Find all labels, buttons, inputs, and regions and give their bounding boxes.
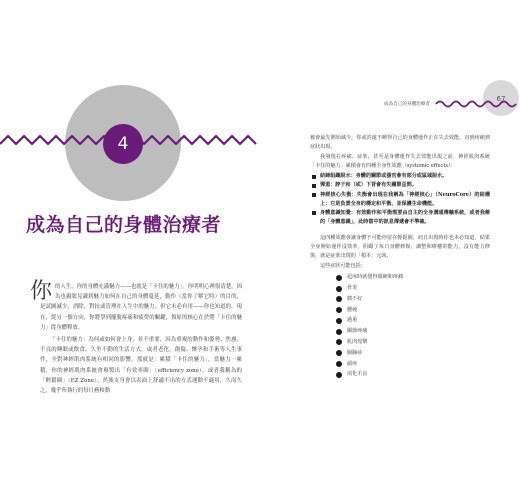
list-item: 神經核心失衡：失衡會出現在我稱為「神經核心」（NeuroCore）的結構上：它是負責全身的穩定和平衡，並保護生命機能。 — [310, 191, 490, 209]
list-item: 腸躁症 — [336, 348, 490, 359]
square-bullet-icon — [312, 175, 316, 179]
header-decoration — [260, 0, 520, 130]
square-bullet-icon — [312, 211, 316, 215]
dot-bullet-icon — [336, 286, 342, 292]
left-body-text — [30, 279, 242, 398]
list-item: 起床時就覺得僵硬和疼痛 — [336, 272, 490, 283]
paragraph: 我發現在疼痛、症狀，甚至是身體運作失去效能出現之前，神經肌肉系統「卡住的魅力」累積會有四種全身性效應（systemic effects）： — [310, 154, 490, 170]
paragraph: 這四種效應會讓身體不可能停留在輕鬆圈，而且出現時你也未必知道，結果全身開始運作沒效率，阻礙了每日身體修復、調整和療癒的能力，沒有能力修復，就是症狀出現的「根本」元凶。 — [310, 234, 490, 260]
systemic-effects-list — [310, 172, 490, 227]
chapter-number: 4 — [117, 134, 129, 154]
paragraph: 你的人生，你的身體充滿魅力——也就是「卡住的魅力」。你明明心裡很清楚，因為也親眼見識到魅力如何在自己的身體蔓延，動作（當你了解它時）的目的，是試圖減少、消除，對抗或管理在人生中的魅力。但它未必有用——你也知道的，現在，從另一個方向，你將學到擺脫疼痛和疲勞的關鍵，復原的核心在於將「卡住的魅力」從身體釋放。 — [30, 279, 242, 331]
list-item: 身體意識知覺：有效動作和平衡需要由自主的全身溝通傳輸系統，或者我稱的「身體意識」，此時當中的訊息傳遞會不準確。 — [310, 209, 490, 227]
list-item: 關節疼痛 — [336, 326, 490, 337]
list-item: 消化不良 — [336, 369, 490, 380]
dot-bullet-icon — [336, 339, 342, 345]
list-item: 過重 — [336, 316, 490, 327]
list-item: 頭疼 — [336, 359, 490, 370]
square-bullet-icon — [312, 193, 316, 197]
symptoms-list — [310, 272, 490, 380]
list-item: 結締組織脫水：身體的關節或器官會有部分或區域脫水。 — [310, 172, 490, 181]
list-item: 腰疲 — [336, 305, 490, 316]
list-item: 肌肉痙攣 — [336, 337, 490, 348]
right-page — [260, 0, 520, 500]
dot-bullet-icon — [336, 350, 342, 356]
dot-bullet-icon — [336, 361, 342, 367]
list-item: 膝不好 — [336, 294, 490, 305]
dot-bullet-icon — [336, 275, 342, 281]
drop-cap: 你 — [30, 279, 53, 304]
dot-bullet-icon — [336, 318, 342, 324]
dot-bullet-icon — [336, 372, 342, 378]
dot-bullet-icon — [336, 329, 342, 335]
running-header: 成為自己的身體治療者 — [384, 102, 430, 107]
list-item: 彈道：脖子和（或）下背會有失關節歪問。 — [310, 181, 490, 190]
dot-bullet-icon — [336, 296, 342, 302]
chapter-title: 成為自己的身體治療者 — [26, 214, 222, 236]
list-item: 骨炎 — [336, 283, 490, 294]
page-number: 67 — [496, 95, 506, 103]
dot-bullet-icon — [336, 307, 342, 313]
right-body-text — [310, 134, 490, 380]
list-intro: 這些症狀可能包括： — [320, 263, 366, 270]
paragraph: 「卡住的魅力」為何或如何會上身，並不重要，因為重複的動作和姿勢、焦慮、不良的睡眠或飲食、久坐不動的生活方式，或者老化、創傷、懷孕和手術等人生事件，全對神經肌肉系統有相同的影響。那就是：累積「卡住的魅力」，當魅力一累積，你的神經肌肉系統會複製出「有效率圈」（efficiency zone），或者我稱為的「輕鬆圈」（EZ Zone），然後支身會以表面上舒適不出的方式運動不適用，久而久之，幾乎所執行的每日務和動 — [40, 337, 242, 395]
paragraph: 被會最先開始減少，你或許還不曉得自己的身體運作正在失去效能，直到疼痛到症狀出現。 — [310, 135, 490, 151]
square-bullet-icon — [312, 184, 316, 188]
